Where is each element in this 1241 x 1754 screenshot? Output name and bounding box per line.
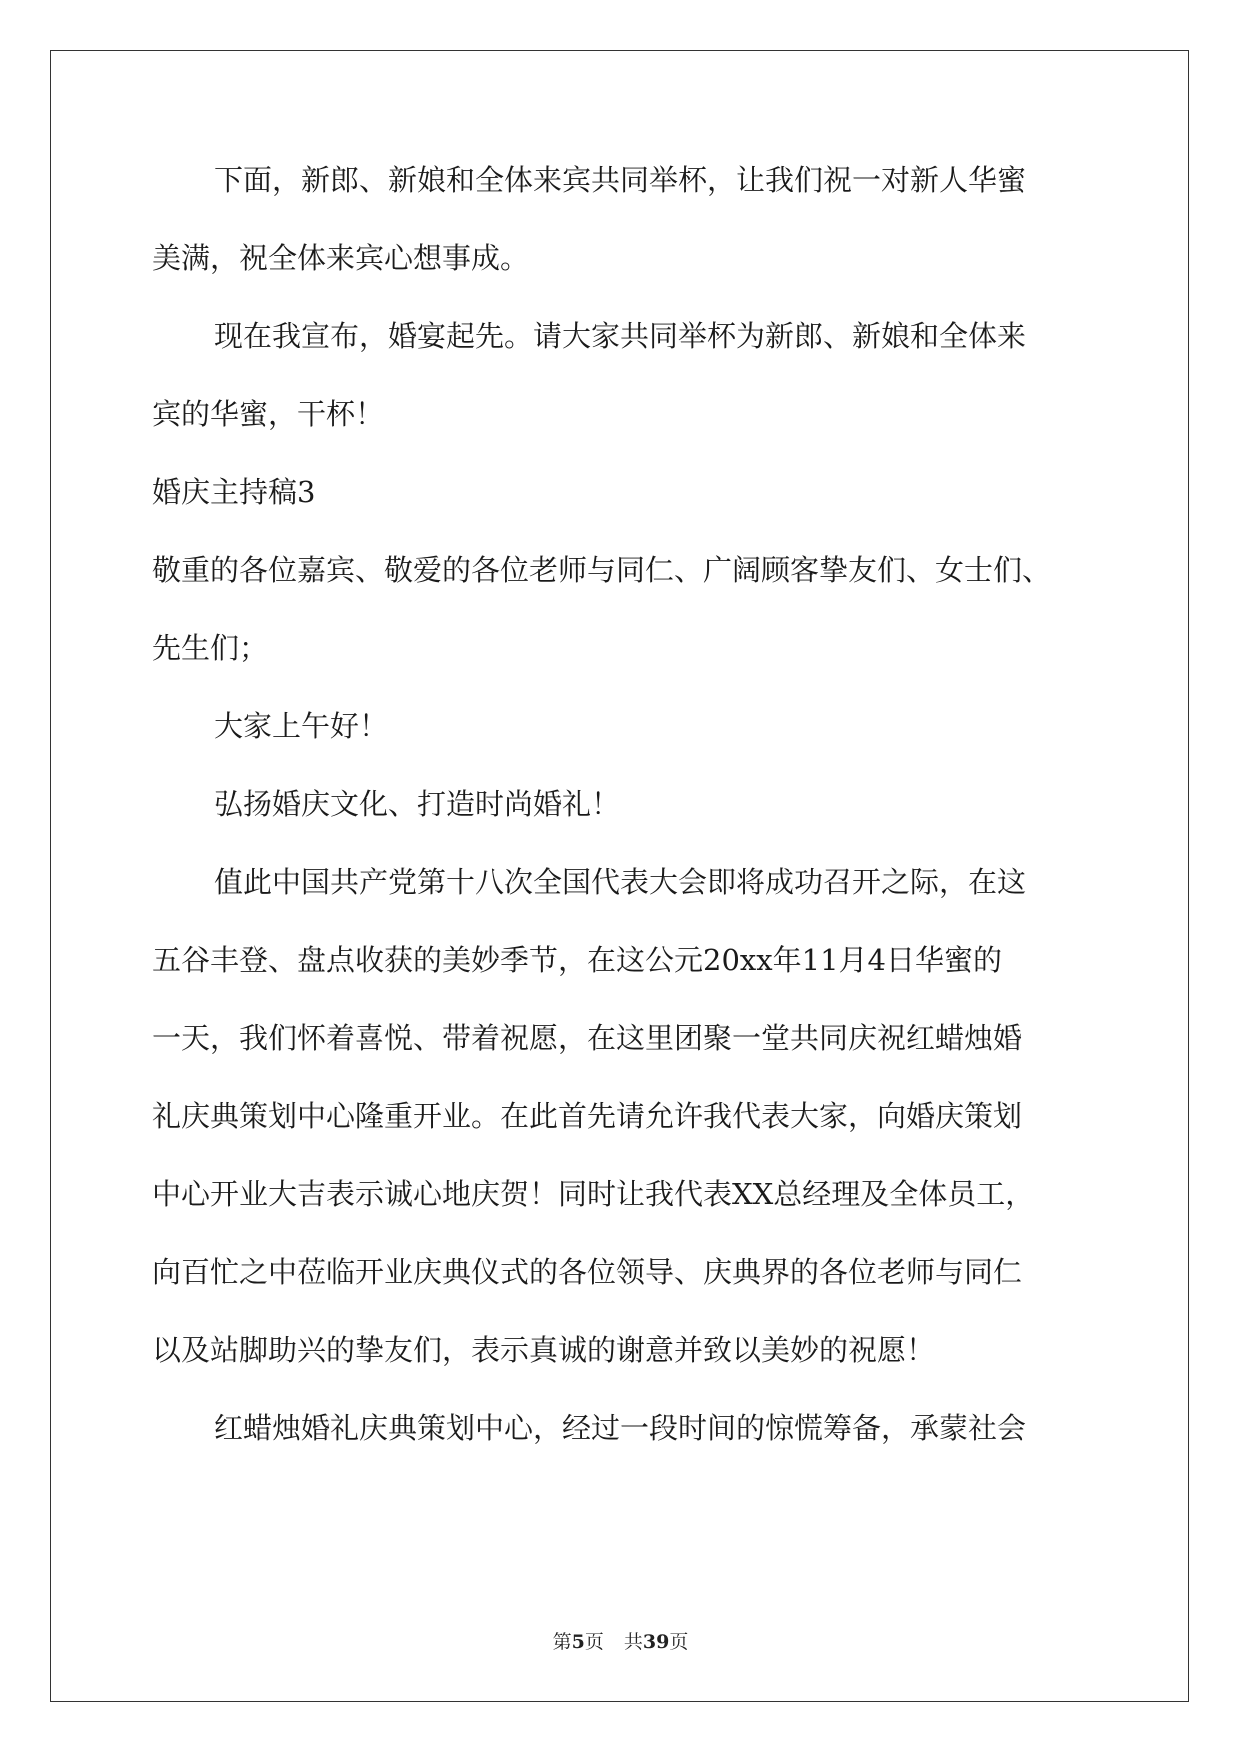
text-line: 宾的华蜜，干杯！ (152, 397, 385, 431)
text-line: 向百忙之中莅临开业庆典仪式的各位领导、庆典界的各位老师与同仁 (152, 1255, 1023, 1289)
text-line: 先生们； (152, 631, 269, 665)
text-line: 五谷丰登、盘点收获的美妙季节，在这公元20xx年11月4日华蜜的 (152, 943, 1002, 977)
footer-page-number: 5 (571, 1631, 585, 1653)
page-footer (0, 1627, 1241, 1654)
text-line: 红蜡烛婚礼庆典策划中心，经过一段时间的惊慌筹备，承蒙社会 (214, 1411, 1027, 1445)
text-line: 值此中国共产党第十八次全国代表大会即将成功召开之际，在这 (214, 865, 1027, 899)
text-line: 大家上午好！ (214, 709, 389, 743)
text-line: 现在我宣布，婚宴起先。请大家共同举杯为新郎、新娘和全体来 (214, 319, 1027, 353)
footer-total-prefix: 共 (623, 1631, 643, 1653)
footer-page-suffix: 页 (584, 1631, 604, 1653)
text-line: 美满，祝全体来宾心想事成。 (152, 241, 530, 275)
text-line: 婚庆主持稿3 (152, 475, 316, 509)
text-line: 弘扬婚庆文化、打造时尚婚礼！ (214, 787, 621, 821)
text-line: 下面，新郎、新娘和全体来宾共同举杯，让我们祝一对新人华蜜 (214, 163, 1027, 197)
text-line: 以及站脚助兴的挚友们，表示真诚的谢意并致以美妙的祝愿！ (152, 1333, 936, 1367)
footer-total-pages: 39 (642, 1631, 670, 1653)
text-line: 一天，我们怀着喜悦、带着祝愿，在这里团聚一堂共同庆祝红蜡烛婚 (152, 1021, 1023, 1055)
text-line: 礼庆典策划中心隆重开业。在此首先请允许我代表大家，向婚庆策划 (152, 1099, 1023, 1133)
text-line: 中心开业大吉表示诚心地庆贺！同时让我代表XX总经理及全体员工， (152, 1177, 1035, 1211)
footer-total-suffix: 页 (669, 1631, 689, 1653)
text-line: 敬重的各位嘉宾、敬爱的各位老师与同仁、广阔顾客挚友们、女士们、 (152, 553, 1052, 587)
document-body (152, 163, 1112, 1489)
footer-page-prefix: 第 (552, 1631, 572, 1653)
